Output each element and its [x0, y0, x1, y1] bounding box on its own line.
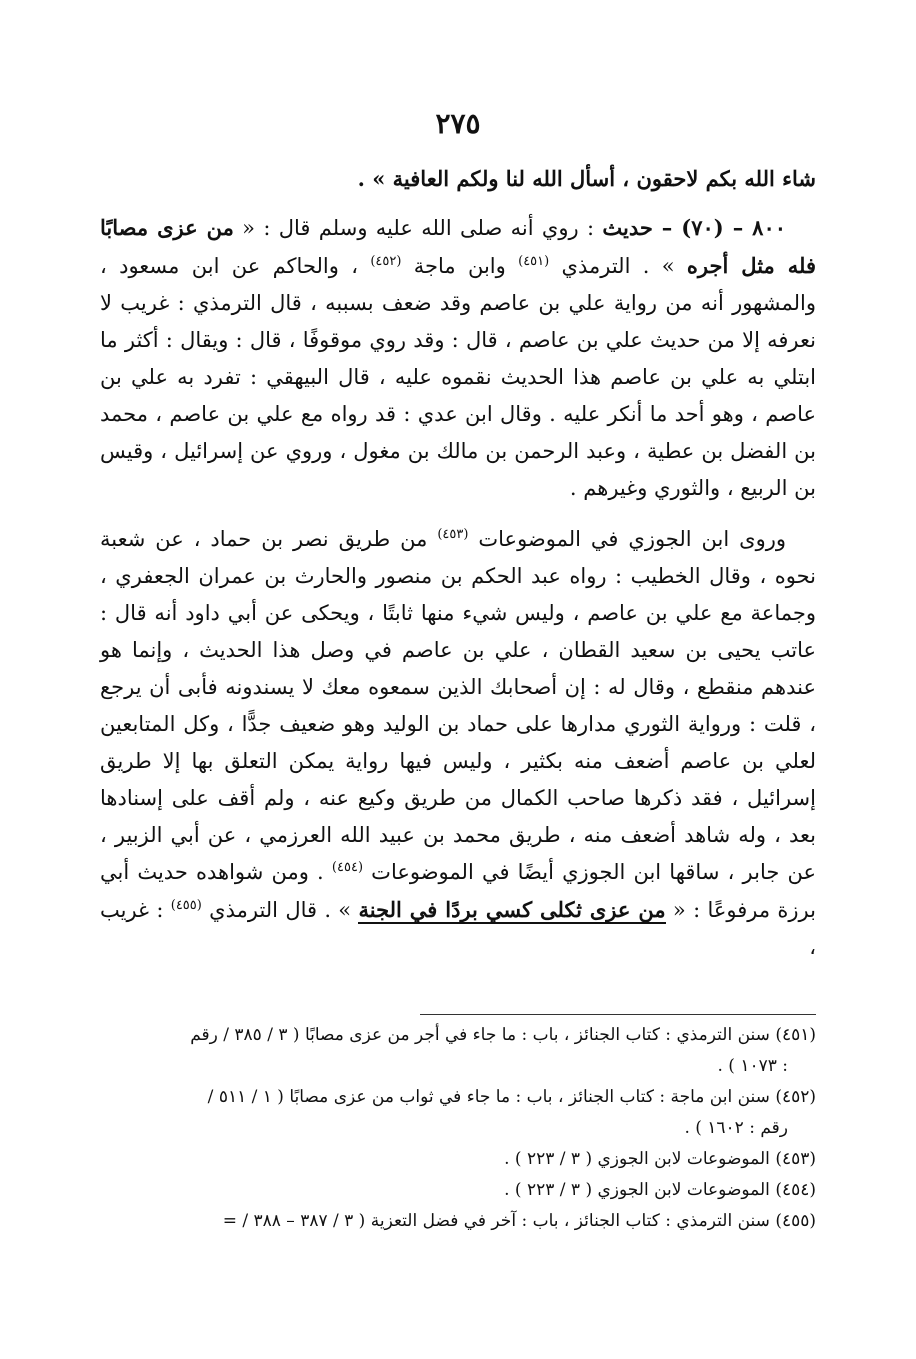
footnote-continuation: رقم : ١٦٠٢ ) . [684, 1118, 788, 1138]
footnote-ref-453[interactable]: (٤٥٣) [437, 527, 469, 542]
text-run: وابن ماجة [401, 254, 519, 278]
footnote-number: (٤٥١) [775, 1025, 816, 1045]
footnote-number: (٤٥٣) [775, 1149, 816, 1169]
paragraph-continuation: شاء الله بكم لاحقون ، أسأل الله لنا ولكم العافية » . [357, 166, 816, 191]
text-run: وروى ابن الجوزي في الموضوعات [468, 527, 786, 551]
footnote-text: سنن الترمذي : كتاب الجنائز ، باب : ما جاء في أجر من عزى مصابًا ( ٣ / ٣٨٥ / رقم [190, 1025, 776, 1045]
text-run: ، والحاكم عن ابن مسعود ، والمشهور أنه من رواية علي بن عاصم وقد ضعف بسببه ، قال الترمذي : غريب لا نعرفه إلا من حديث علي بن عاصم ، قال : وقد روي موقوفًا ، قال : ويقال : أكثر ما ابتلي به علي بن عاصم هذا الحديث نقموه عليه ، قال البيهقي : تفرد به علي بن عاصم ، وهو أحد ما أنكر عليه . وقال ابن عدي : قد رواه مع علي بن عاصم ، محمد بن الفضل بن عطية ، وعبد الرحمن بن مالك بن مغول ، وروي عن إسرائيل ، وقيس بن الربيع ، والثوري وغيرهم . [100, 254, 816, 500]
footnote-continuation: : ١٠٧٣ ) . [717, 1056, 788, 1076]
footnote-ref-455[interactable]: (٤٥٥) [170, 898, 202, 913]
text-run: من طريق نصر بن حماد ، عن شعبة نحوه ، وقال الخطيب : رواه عبد الحكم بن منصور والحارث بن عمران الجعفري ، وجماعة مع علي بن عاصم ، وليس شيء منها ثابتًا ، ويحكى عن أبي داود أنه قال : عاتب يحيى بن سعيد القطان ، علي بن عاصم في وصل هذا الحديث ، وإنما هو عندهم منقطع ، وقال له : إن أصحابك الذين سمعوه معك لا يسندونه فأبى أن يرجع ، قلت : ورواية الثوري مدارها على حماد بن الوليد وهو ضعيف جدًّا ، وكل المتابعين لعلي بن عاصم أضعف منه بكثير ، وليس فيها رواية يمكن التعلق بها إلا طريق إسرائيل ، فقد ذكرها صاحب الكمال من طريق وكيع عنه ، ولم أقف على إسنادها بعد ، وله شاهد أضعف منه ، طريق محمد بن عبيد الله العرزمي ، عن أبي الزبير ، عن جابر ، ساقها ابن الجوزي أيضًا في الموضوعات [100, 527, 817, 884]
body-text [100, 160, 816, 966]
footnote-divider [420, 1014, 816, 1015]
footnote-451 [100, 1020, 816, 1082]
page-number: ٢٧٥ [435, 107, 481, 140]
hadith-quote: من عزى مصابًا فله مثل أجره [100, 215, 816, 278]
text-run: : روي أنه صلى الله عليه وسلم قال : « [233, 216, 603, 240]
footnotes [100, 1020, 816, 1237]
footnote-number: (٤٥٢) [775, 1087, 816, 1107]
footnote-text: الموضوعات لابن الجوزي ( ٣ / ٢٢٣ ) . [504, 1180, 776, 1200]
footnote-number: (٤٥٤) [775, 1180, 816, 1200]
footnote-text: سنن الترمذي : كتاب الجنائز ، باب : آخر في فضل التعزية ( ٣ / ٣٨٧ – ٣٨٨ / = [222, 1211, 776, 1231]
text-run: » . قال الترمذي [201, 898, 359, 922]
text-run: » . الترمذي [549, 254, 687, 278]
footnote-ref-451[interactable]: (٤٥١) [518, 254, 550, 269]
text-run: : غريب ، [100, 898, 816, 959]
footnote-text: سنن ابن ماجة : كتاب الجنائز ، باب : ما جاء في ثواب من عزى مصابًا ( ١ / ٥١١ / [207, 1087, 776, 1107]
footnote-453 [100, 1144, 816, 1175]
footnote-ref-452[interactable]: (٤٥٢) [370, 254, 402, 269]
footnote-455 [100, 1206, 816, 1237]
paragraph-hadith-800 [100, 209, 816, 507]
paragraph-ibn-jawzi [100, 521, 816, 966]
footnote-ref-454[interactable]: (٤٥٤) [331, 860, 364, 875]
hadith-heading: ٨٠٠ – (٧٠) – حديث [602, 215, 787, 240]
footnote-454 [100, 1175, 816, 1206]
footnote-452 [100, 1082, 816, 1144]
footnote-number: (٤٥٥) [775, 1211, 816, 1231]
footnote-text: الموضوعات لابن الجوزي ( ٣ / ٢٢٣ ) . [504, 1149, 776, 1169]
hadith-quote-abi-barza: من عزى ثكلى كسي بردًا في الجنة [358, 897, 666, 922]
text-run: . ومن شواهده حديث أبي برزة مرفوعًا : « [100, 860, 816, 922]
